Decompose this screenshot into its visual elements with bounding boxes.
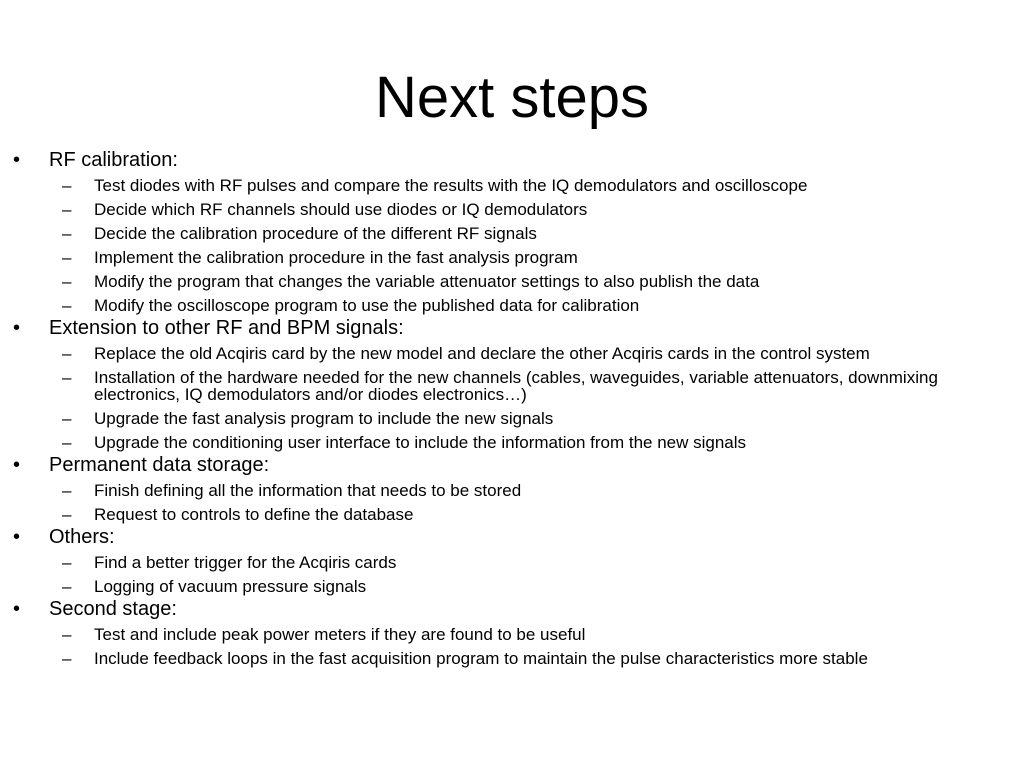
sub-item xyxy=(0,297,1024,314)
sub-marker: – xyxy=(62,200,72,219)
sub-marker: – xyxy=(62,296,72,315)
bullet-heading: Permanent data storage: xyxy=(49,454,270,476)
sub-marker: – xyxy=(62,649,72,668)
sub-marker: – xyxy=(62,272,72,291)
sub-item-text: Test and include peak power meters if they are found to be useful xyxy=(94,625,586,644)
sub-item-text: Find a better trigger for the Acqiris cards xyxy=(94,553,397,572)
sub-list-extension-signals xyxy=(0,345,1024,451)
bullet-extension-signals xyxy=(0,316,1024,340)
sub-marker: – xyxy=(62,248,72,267)
sub-list-others xyxy=(0,554,1024,595)
bullet-heading: Second stage: xyxy=(49,598,177,620)
sub-item-text: Installation of the hardware needed for the new channels (cables, waveguides, variable attenuators, downmixing electronics, IQ demodulators and/or diodes electronics…) xyxy=(94,368,938,404)
bullet-second-stage xyxy=(0,597,1024,621)
sub-marker: – xyxy=(62,577,72,596)
bullet-marker: • xyxy=(13,149,21,171)
slide-content xyxy=(0,146,1024,667)
sub-marker: – xyxy=(62,481,72,500)
sub-item-text: Include feedback loops in the fast acquisition program to maintain the pulse characteristics more stable xyxy=(94,649,868,668)
sub-item xyxy=(0,626,1024,643)
slide-title: Next steps xyxy=(375,65,649,130)
sub-item-text: Decide which RF channels should use diodes or IQ demodulators xyxy=(94,200,588,219)
bullet-rf-calibration xyxy=(0,148,1024,172)
sub-marker: – xyxy=(62,344,72,363)
sub-item xyxy=(0,578,1024,595)
bullet-marker: • xyxy=(13,454,21,476)
sub-item-text: Modify the oscilloscope program to use the published data for calibration xyxy=(94,296,640,315)
sub-item-text: Decide the calibration procedure of the different RF signals xyxy=(94,224,537,243)
sub-item xyxy=(0,506,1024,523)
bullet-permanent-storage xyxy=(0,453,1024,477)
bullet-heading: RF calibration: xyxy=(49,149,178,171)
sub-item xyxy=(0,369,1024,403)
bullet-heading: Extension to other RF and BPM signals: xyxy=(49,317,404,339)
sub-marker: – xyxy=(62,368,72,387)
sub-item xyxy=(0,554,1024,571)
sub-marker: – xyxy=(62,224,72,243)
sub-list-permanent-storage xyxy=(0,482,1024,523)
bullet-heading: Others: xyxy=(49,526,115,548)
sub-item xyxy=(0,650,1024,667)
sub-item xyxy=(0,177,1024,194)
bullet-marker: • xyxy=(13,317,21,339)
bullet-marker: • xyxy=(13,526,21,548)
sub-item xyxy=(0,249,1024,266)
sub-marker: – xyxy=(62,409,72,428)
sub-item xyxy=(0,482,1024,499)
sub-item-text: Modify the program that changes the variable attenuator settings to also publish the data xyxy=(94,272,760,291)
sub-item-text: Logging of vacuum pressure signals xyxy=(94,577,367,596)
sub-item-text: Upgrade the fast analysis program to include the new signals xyxy=(94,409,554,428)
sub-item xyxy=(0,434,1024,451)
sub-item-text: Replace the old Acqiris card by the new model and declare the other Acqiris cards in the control system xyxy=(94,344,870,363)
sub-item-text: Upgrade the conditioning user interface to include the information from the new signals xyxy=(94,433,747,452)
sub-item-text: Finish defining all the information that needs to be stored xyxy=(94,481,522,500)
sub-item xyxy=(0,345,1024,362)
bullet-marker: • xyxy=(13,598,21,620)
sub-marker: – xyxy=(62,433,72,452)
sub-marker: – xyxy=(62,505,72,524)
sub-marker: – xyxy=(62,625,72,644)
sub-item xyxy=(0,201,1024,218)
bullet-others xyxy=(0,525,1024,549)
sub-item-text: Request to controls to define the database xyxy=(94,505,414,524)
sub-item xyxy=(0,225,1024,242)
sub-item-text: Implement the calibration procedure in the fast analysis program xyxy=(94,248,578,267)
sub-item xyxy=(0,410,1024,427)
sub-item xyxy=(0,273,1024,290)
sub-list-second-stage xyxy=(0,626,1024,667)
sub-marker: – xyxy=(62,553,72,572)
sub-list-rf-calibration xyxy=(0,177,1024,314)
sub-item-text: Test diodes with RF pulses and compare the results with the IQ demodulators and oscilloscope xyxy=(94,176,808,195)
sub-marker: – xyxy=(62,176,72,195)
